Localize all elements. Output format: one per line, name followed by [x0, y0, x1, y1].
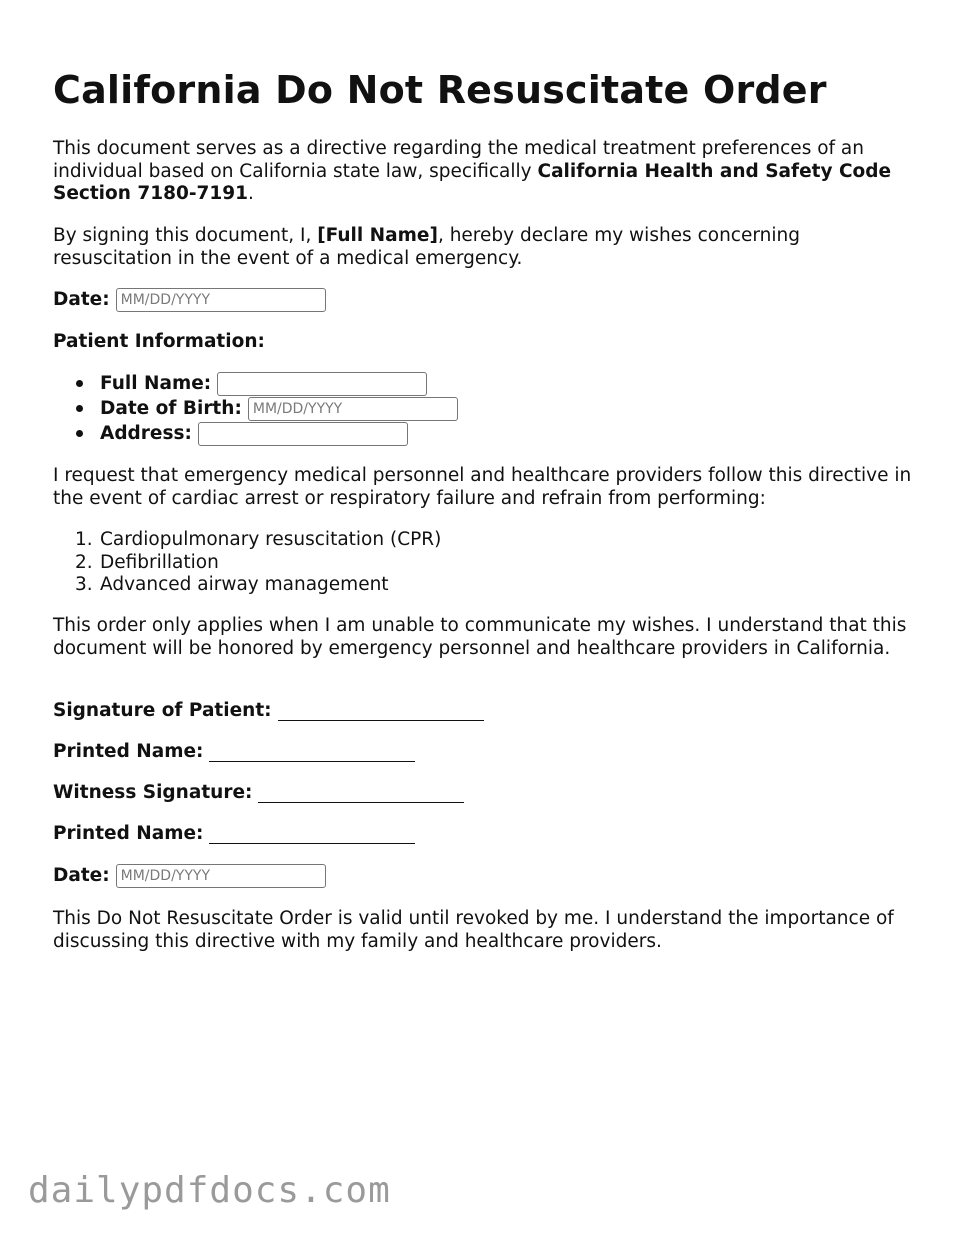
bullet-icon: [76, 405, 83, 412]
date-label: Date:: [53, 865, 110, 886]
document-title: California Do Not Resuscitate Order: [53, 68, 827, 112]
list-item: [53, 371, 458, 396]
date-input[interactable]: MM/DD/YYYY: [116, 288, 326, 312]
watermark: dailypdfdocs.com: [28, 1170, 391, 1211]
date-field-bottom: [53, 864, 326, 888]
list-number: 1.: [75, 529, 93, 550]
intro-text: This document serves as a directive regarding the medical treatment preferences of an individual based on California state law, specifically: [53, 138, 864, 182]
procedure-text: Defibrillation: [100, 551, 219, 573]
declaration-text-end: , hereby declare my wishes concerning resuscitation in the event of a medical emergency.: [53, 225, 800, 269]
address-input[interactable]: [198, 422, 408, 446]
list-number: 2.: [75, 551, 93, 573]
witness-printed-name-line[interactable]: [209, 825, 415, 844]
dob-label: Date of Birth:: [100, 398, 242, 419]
list-item: [53, 574, 441, 597]
date-input[interactable]: MM/DD/YYYY: [116, 864, 326, 888]
printed-name-label: Printed Name:: [53, 741, 204, 762]
applies-paragraph: This order only applies when I am unable to communicate my wishes. I understand that this document will be honored by emergency personnel and healthcare providers in California.: [53, 615, 907, 659]
list-item: [53, 421, 458, 446]
intro-end: .: [248, 183, 254, 204]
closing-paragraph: This Do Not Resuscitate Order is valid until revoked by me. I understand the importance of discussing this directive with my family and healthcare providers.: [53, 908, 894, 952]
address-label: Address:: [100, 423, 192, 444]
witness-signature-line[interactable]: [258, 784, 464, 803]
printed-name-line[interactable]: [209, 743, 415, 762]
full-name-input[interactable]: [217, 372, 427, 396]
patient-signature-line[interactable]: [278, 702, 484, 721]
witness-printed-name-row: [53, 822, 415, 846]
date-label: Date:: [53, 289, 110, 310]
procedure-text: Advanced airway management: [100, 574, 389, 595]
intro-paragraph: [53, 138, 913, 206]
witness-signature-label: Witness Signature:: [53, 782, 253, 803]
declaration-paragraph: [53, 225, 913, 270]
procedure-text: Cardiopulmonary resuscitation (CPR): [100, 529, 442, 550]
request-paragraph: I request that emergency medical personnel and healthcare providers follow this directive in the event of cardiac arrest or respiratory failure and refrain from performing:: [53, 465, 912, 509]
list-item: [53, 396, 458, 421]
dob-input[interactable]: MM/DD/YYYY: [248, 397, 458, 421]
bullet-icon: [76, 380, 83, 387]
witness-signature-row: [53, 781, 464, 805]
patient-signature-label: Signature of Patient:: [53, 700, 272, 721]
printed-name-row: [53, 740, 415, 764]
patient-signature-row: [53, 699, 484, 723]
patient-info-list: [53, 371, 458, 446]
list-item: [53, 552, 441, 575]
bullet-icon: [76, 430, 83, 437]
witness-printed-name-label: Printed Name:: [53, 823, 204, 844]
intro-law-reference: California Health and Safety Code Section 7180-7191: [53, 160, 892, 204]
date-field-top: [53, 288, 326, 312]
declaration-name-placeholder: [Full Name]: [317, 225, 438, 246]
list-item: [53, 529, 441, 552]
declaration-text-start: By signing this document, I,: [53, 225, 318, 246]
full-name-label: Full Name:: [100, 373, 212, 394]
list-number: 3.: [75, 574, 93, 595]
procedures-list: [53, 529, 441, 597]
patient-info-heading: Patient Information:: [53, 331, 265, 352]
